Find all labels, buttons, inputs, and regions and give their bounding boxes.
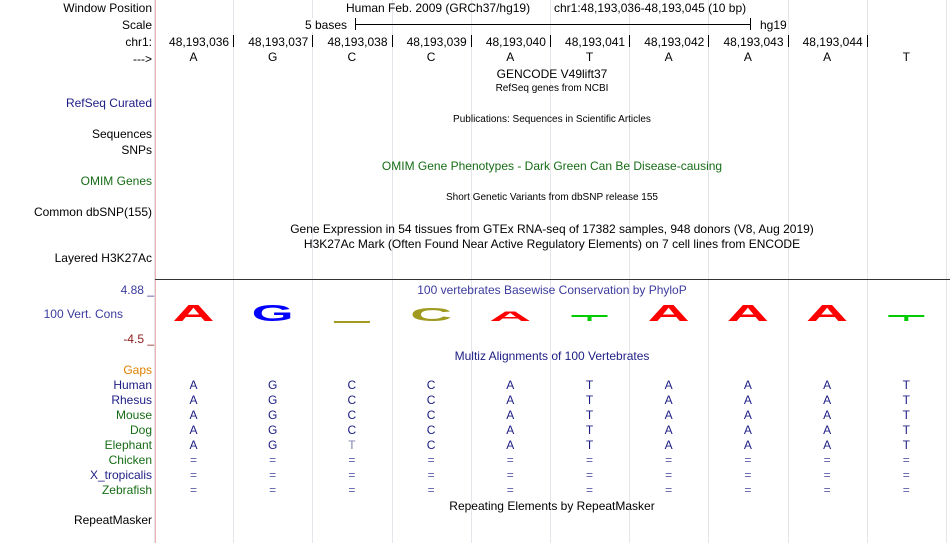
alignment-base: T [585, 378, 594, 392]
alignment-base: A [743, 423, 752, 437]
species-label[interactable]: Rhesus [111, 393, 152, 407]
alignment-base: A [823, 378, 832, 392]
gencode-track-title[interactable]: GENCODE V49lift37 [496, 67, 608, 81]
assembly-text: Human Feb. 2009 (GRCh37/hg19) [346, 1, 531, 15]
alignment-base: G [268, 423, 278, 437]
alignment-base: = [269, 468, 277, 482]
alignment-base: A [823, 408, 832, 422]
reference-base: A [664, 50, 673, 64]
alignment-base: C [347, 393, 357, 407]
dbsnp-track-label[interactable]: Common dbSNP(155) [33, 205, 152, 219]
alignment-base: = [269, 453, 277, 467]
phylop-logo-letter: A [489, 309, 532, 325]
omim-track-label[interactable]: OMIM Genes [80, 174, 152, 188]
position-text: chr1:48,193,036-48,193,045 (10 bp) [554, 1, 747, 15]
alignment-base: A [743, 408, 752, 422]
alignment-base: T [585, 408, 594, 422]
alignment-base: G [268, 378, 278, 392]
reference-base: T [902, 50, 910, 64]
alignment-base: C [426, 408, 436, 422]
multiz-track-title[interactable]: Multiz Alignments of 100 Vertebrates [454, 349, 650, 363]
alignment-base: A [189, 438, 198, 452]
species-label[interactable]: Dog [129, 423, 152, 437]
alignment-base: = [665, 468, 673, 482]
alignment-base: A [506, 423, 515, 437]
alignment-base: = [348, 468, 356, 482]
gaps-label: Gaps [123, 363, 152, 377]
alignment-base: = [427, 453, 435, 467]
species-label[interactable]: X_tropicalis [89, 468, 152, 482]
phylop-max-label: 4.88 _ [120, 283, 154, 297]
alignment-base: T [902, 378, 910, 392]
alignment-base: = [506, 468, 514, 482]
alignment-base: = [506, 453, 514, 467]
snps-track-label[interactable]: SNPs [121, 143, 152, 157]
alignment-base: = [823, 453, 831, 467]
alignment-base: T [585, 393, 594, 407]
strand-label: ---> [133, 52, 152, 66]
alignment-base: T [902, 393, 910, 407]
alignment-base: A [506, 438, 515, 452]
alignment-base: A [664, 378, 673, 392]
phylop-min-label: -4.5 _ [123, 332, 154, 346]
publications-track-title[interactable]: Publications: Sequences in Scientific Articles [453, 114, 651, 125]
phylop-logo-letter: A [172, 300, 215, 326]
alignment-base: A [743, 438, 752, 452]
ruler-position: 48,193,040 [485, 35, 546, 49]
sequences-track-label[interactable]: Sequences [91, 127, 152, 141]
ruler-position: 48,193,038 [327, 35, 388, 49]
reference-base: A [506, 50, 515, 64]
species-label[interactable]: Zebrafish [101, 483, 152, 497]
phylop-track-label[interactable]: 100 Vert. Cons [43, 307, 123, 321]
alignment-base: A [189, 378, 198, 392]
alignment-base: C [347, 378, 357, 392]
alignment-base: A [743, 393, 752, 407]
alignment-base: A [823, 423, 832, 437]
alignment-base: = [189, 468, 198, 482]
alignment-base: = [665, 483, 673, 497]
phylop-logo-letter: C [410, 304, 453, 326]
alignment-base: = [427, 483, 435, 497]
reference-base: A [743, 50, 752, 64]
scale-label: Scale [121, 18, 152, 32]
alignment-base: = [348, 453, 356, 467]
phylop-logo-letter [888, 315, 924, 321]
alignment-base: G [268, 408, 278, 422]
db-text: hg19 [760, 18, 787, 32]
alignment-base: = [902, 453, 910, 467]
repeatmasker-track-title[interactable]: Repeating Elements by RepeatMasker [449, 499, 655, 513]
ruler-position: 48,193,036 [169, 35, 230, 49]
alignment-base: = [348, 483, 356, 497]
reference-base: A [823, 50, 832, 64]
alignment-base: = [823, 468, 831, 482]
scale-text: 5 bases [305, 18, 348, 32]
alignment-base: A [664, 438, 673, 452]
alignment-base: A [189, 408, 198, 422]
gtex-track-title[interactable]: Gene Expression in 54 tissues from GTEx RNA-seq of 17382 samples, 948 donors (V8, Aug 2019) [290, 222, 814, 236]
alignment-base: T [585, 438, 594, 452]
alignment-base: A [189, 423, 198, 437]
phylop-track-title[interactable]: 100 vertebrates Basewise Conservation by PhyloP [417, 283, 687, 297]
alignment-base: A [506, 408, 515, 422]
reference-base: A [189, 50, 198, 64]
alignment-base: C [347, 408, 357, 422]
h3k27ac-track-label[interactable]: Layered H3K27Ac [54, 251, 152, 265]
repeatmasker-track-label[interactable]: RepeatMasker [73, 513, 152, 527]
species-label[interactable]: Mouse [115, 408, 152, 422]
alignment-base: A [823, 438, 832, 452]
reference-base: C [426, 50, 436, 64]
alignment-base: = [269, 483, 277, 497]
alignment-base: C [426, 378, 436, 392]
alignment-base: A [506, 393, 515, 407]
alignment-base: = [823, 483, 831, 497]
chrom-label: chr1: [125, 35, 152, 49]
refseq-track-title[interactable]: RefSeq genes from NCBI [495, 83, 609, 94]
species-label[interactable]: Human [113, 378, 152, 392]
alignment-base: A [823, 393, 832, 407]
alignment-base: = [427, 468, 435, 482]
ruler-position: 48,193,037 [248, 35, 309, 49]
phylop-logo-bar [334, 321, 370, 323]
alignment-base: = [585, 468, 594, 482]
alignment-base: = [189, 483, 198, 497]
alignment-base: = [665, 453, 673, 467]
ruler-position: 48,193,039 [406, 35, 467, 49]
alignment-base: = [189, 453, 198, 467]
alignment-base: T [585, 423, 594, 437]
alignment-base: T [902, 423, 910, 437]
ruler-position: 48,193,044 [802, 35, 863, 49]
alignment-base: C [426, 423, 436, 437]
phylop-logo-letter: A [726, 300, 769, 326]
alignment-base: C [426, 438, 436, 452]
ruler-position: 48,193,043 [723, 35, 784, 49]
alignment-base: = [506, 483, 514, 497]
alignment-base: T [902, 438, 910, 452]
ruler-position: 48,193,041 [565, 35, 626, 49]
phylop-logo-letter: A [647, 300, 690, 326]
alignment-base: = [744, 453, 752, 467]
alignment-base: T [902, 408, 910, 422]
alignment-base: G [268, 393, 278, 407]
alignment-base: G [268, 438, 278, 452]
refseq-track-label[interactable]: RefSeq Curated [65, 96, 152, 110]
alignment-base: = [585, 453, 594, 467]
alignment-base: A [664, 393, 673, 407]
alignment-base: A [506, 378, 515, 392]
phylop-logo-letter [572, 315, 608, 321]
omim-track-title[interactable]: OMIM Gene Phenotypes - Dark Green Can Be Disease-causing [381, 159, 723, 173]
alignment-base: = [902, 483, 910, 497]
alignment-base: C [426, 393, 436, 407]
alignment-base: C [347, 423, 357, 437]
alignment-base: A [189, 393, 198, 407]
alignment-base: = [744, 468, 752, 482]
alignment-base: A [664, 408, 673, 422]
ruler-position: 48,193,042 [644, 35, 705, 49]
alignment-base: = [585, 483, 594, 497]
reference-base: C [347, 50, 357, 64]
species-label[interactable]: Chicken [108, 453, 152, 467]
alignment-base: T [348, 438, 356, 452]
alignment-base: = [744, 483, 752, 497]
phylop-logo-letter: G [251, 300, 294, 326]
species-label[interactable]: Elephant [104, 438, 152, 452]
phylop-logo-letter: A [806, 300, 849, 326]
alignment-base: = [902, 468, 910, 482]
dbsnp-track-title[interactable]: Short Genetic Variants from dbSNP release 155 [446, 192, 658, 203]
alignment-base: A [743, 378, 752, 392]
reference-base: T [585, 50, 594, 64]
window-position-label: Window Position [63, 1, 152, 15]
h3k27ac-track-title[interactable]: H3K27Ac Mark (Often Found Near Active Regulatory Elements) on 7 cell lines from ENCODE [303, 237, 801, 251]
reference-base: G [268, 50, 278, 64]
alignment-base: A [664, 423, 673, 437]
